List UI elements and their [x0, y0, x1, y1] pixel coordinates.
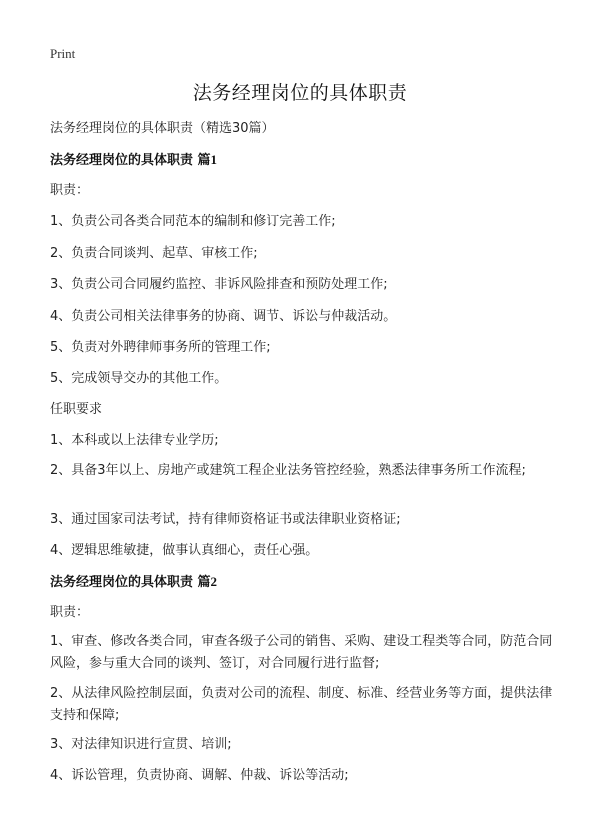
- section-heading-text: 法务经理岗位的具体职责: [50, 153, 198, 168]
- duties-label: 职责：: [50, 183, 90, 198]
- requirement-item: 4、逻辑思维敏捷，做事认真细心，责任心强。: [50, 543, 319, 558]
- duty-item: 3、负责公司合同履约监控、非诉风险排查和预防处理工作;: [50, 277, 388, 292]
- section-2-heading: [50, 571, 556, 594]
- print-label: Print: [50, 46, 76, 61]
- section-1-heading: [50, 149, 556, 172]
- document-title: 法务经理岗位的具体职责: [192, 82, 408, 104]
- duty-item: 2、从法律风险控制层面，负责对公司的流程、制度、标准、经营业务等方面，提供法律支持和保障;: [50, 686, 553, 723]
- duty-item: 3、对法律知识进行宣贯、培训;: [50, 737, 232, 752]
- duties-label: 职责：: [50, 605, 90, 620]
- document-subtitle: 法务经理岗位的具体职责（精选30篇）: [50, 121, 275, 136]
- duty-item: 4、负责公司相关法律事务的协商、调节、诉讼与仲裁活动。: [50, 309, 397, 324]
- requirements-label: 任职要求: [50, 402, 103, 417]
- duty-item: 5、负责对外聘律师事务所的管理工作;: [50, 340, 271, 355]
- requirement-item: 2、具备3年以上、房地产或建筑工程企业法务管控经验，熟悉法律事务所工作流程;: [50, 463, 526, 478]
- duty-item: 2、负责合同谈判、起草、审核工作;: [50, 246, 258, 261]
- duty-item: 1、审查、修改各类合同，审查各级子公司的销售、采购、建设工程类等合同，防范合同风险，参与重大合同的谈判、签订，对合同履行进行监督;: [50, 634, 553, 671]
- section-heading-text: 法务经理岗位的具体职责: [50, 575, 198, 590]
- duty-item: 1、负责公司各类合同范本的编制和修订完善工作;: [50, 214, 336, 229]
- section-number: 篇1: [197, 152, 218, 167]
- requirement-item: 3、通过国家司法考试，持有律师资格证书或法律职业资格证;: [50, 512, 401, 527]
- section-number: 篇2: [197, 574, 218, 589]
- duty-item: 4、诉讼管理，负责协商、调解、仲裁、诉讼等活动;: [50, 768, 349, 783]
- requirement-item: 1、本科或以上法律专业学历;: [50, 433, 219, 448]
- duty-item: 5、完成领导交办的其他工作。: [50, 371, 228, 386]
